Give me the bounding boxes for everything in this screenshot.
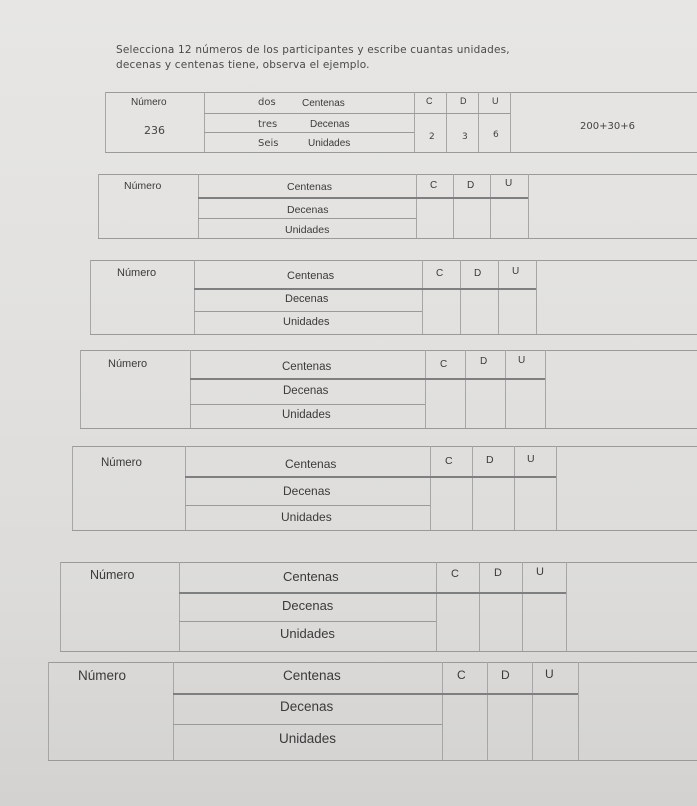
example-u-header: U: [492, 96, 499, 106]
example-d-header: D: [460, 96, 467, 106]
example-numero-label: Número: [131, 97, 167, 108]
instruction-line-1: Selecciona 12 números de los participantes y escribe cuantas unidades,: [116, 44, 510, 56]
table6-c-header: C: [457, 668, 466, 682]
table4-centenas-label: Centenas: [285, 457, 337, 471]
example-word-hundreds: dos: [258, 97, 276, 108]
table2-u-header: U: [512, 266, 520, 277]
table4-unidades-label: Unidades: [281, 510, 332, 524]
table1-numero-label: Número: [124, 180, 162, 192]
table1-decenas-label: Decenas: [287, 204, 329, 216]
table2-centenas-label: Centenas: [287, 270, 335, 282]
instruction-text: [116, 43, 636, 73]
table3-u-header: U: [518, 355, 526, 366]
table5-numero-label: Número: [90, 568, 135, 582]
instruction-line-2: decenas y centenas tiene, observa el ejemplo.: [116, 59, 370, 71]
table1-centenas-label: Centenas: [287, 181, 332, 193]
example-word-tens: tres: [258, 119, 278, 130]
table6-numero-label: Número: [78, 668, 127, 683]
table3-unidades-label: Unidades: [282, 409, 331, 421]
example-word-units: Seis: [258, 138, 279, 149]
table2-decenas-label: Decenas: [285, 293, 329, 305]
example-digit-u: 6: [493, 130, 499, 140]
example-digit-c: 2: [429, 132, 435, 142]
example-expansion: 200+30+6: [580, 121, 635, 132]
table2-unidades-label: Unidades: [283, 316, 330, 328]
table5-d-header: D: [494, 567, 502, 579]
table6-u-header: U: [545, 667, 554, 681]
table3-centenas-label: Centenas: [282, 361, 332, 373]
table4-decenas-label: Decenas: [283, 484, 331, 498]
table4-d-header: D: [486, 454, 494, 466]
table2-numero-label: Número: [117, 267, 157, 279]
table1-c-header: C: [430, 180, 438, 191]
table6-centenas-label: Centenas: [283, 668, 341, 683]
table5-centenas-label: Centenas: [283, 569, 339, 584]
table4-numero-label: Número: [101, 457, 142, 469]
table1-unidades-label: Unidades: [285, 224, 330, 236]
example-c-header: C: [426, 96, 433, 106]
table2-c-header: C: [436, 268, 444, 279]
table6-d-header: D: [501, 668, 510, 682]
table3-decenas-label: Decenas: [283, 385, 329, 397]
table6-unidades-label: Unidades: [279, 731, 337, 746]
table5-c-header: C: [451, 568, 459, 580]
table1-d-header: D: [467, 180, 475, 191]
example-unidades-label: Unidades: [308, 138, 351, 149]
table5-u-header: U: [536, 566, 544, 578]
table3-numero-label: Número: [108, 358, 148, 370]
table3-c-header: C: [440, 359, 448, 370]
table2-d-header: D: [474, 268, 482, 279]
example-number: 236: [144, 124, 165, 137]
table3-d-header: D: [480, 356, 488, 367]
example-centenas-label: Centenas: [302, 98, 345, 109]
table5-decenas-label: Decenas: [282, 598, 334, 613]
table1-u-header: U: [505, 178, 513, 189]
example-decenas-label: Decenas: [310, 119, 350, 130]
table4-c-header: C: [445, 455, 453, 467]
table6-decenas-label: Decenas: [280, 699, 334, 714]
example-digit-d: 3: [462, 132, 468, 142]
table4-u-header: U: [527, 453, 535, 465]
table5-unidades-label: Unidades: [280, 626, 335, 641]
